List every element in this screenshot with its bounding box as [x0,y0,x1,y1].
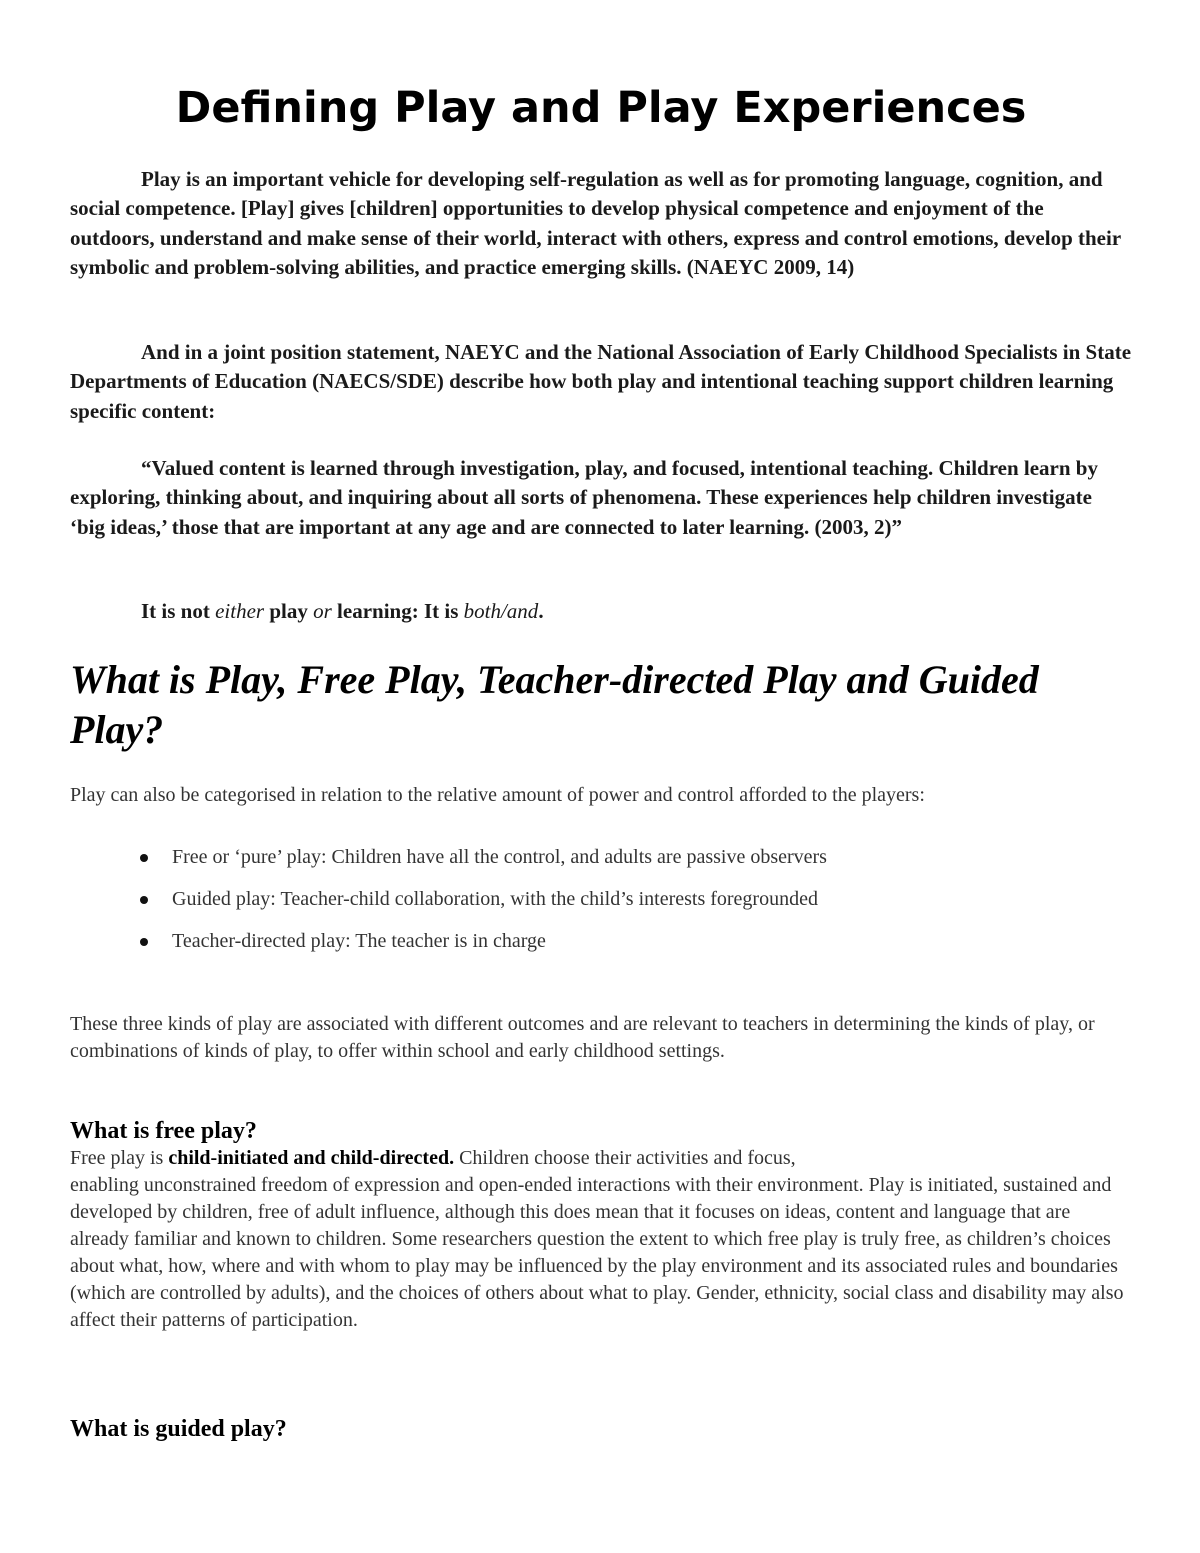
both-and-or: or [313,599,332,623]
list-item [132,928,827,970]
both-and-text-3: learning: It is [331,599,464,623]
both-and-text-2: play [264,599,314,623]
free-play-paragraph [70,1145,1132,1334]
outcomes-paragraph: These three kinds of play are associated with different outcomes and are relevant to teachers in determining the kinds of play, or combinations of kinds of play, to offer within school and early childhood settings. [70,1013,1095,1062]
categorisation-intro: Play can also be categorised in relation to the relative amount of power and control afforded to the players: [70,784,925,806]
bullet-icon [140,938,148,946]
valued-content-quote: “Valued content is learned through investigation, play, and focused, intentional teaching. Children learn by exploring, thinking about, and inquiring about all sorts of phenomena. These experiences help children investigate ‘big ideas,’ those that are important at any age and are connected to later learning. (2003, 2)” [70,456,1098,539]
free-play-line1-rest: Children choose their activities and focus, [454,1147,796,1169]
list-item-text: Guided play: Teacher-child collaboration, with the child’s interests foregrounded [172,888,818,910]
both-and-emphasis: both/and [463,599,539,623]
free-play-heading: What is free play? [70,1118,257,1144]
page-title: Defining Play and Play Experiences [175,83,1027,133]
section-heading-play-types: What is Play, Free Play, Teacher-directed Play and Guided Play? [70,657,1039,752]
free-play-bold-phrase: child-initiated and child-directed. [168,1147,455,1169]
both-and-either: either [215,599,265,623]
both-and-paragraph [70,597,1132,626]
bullet-icon [140,896,148,904]
play-types-list [132,844,827,970]
bullet-icon [140,854,148,862]
guided-play-heading: What is guided play? [70,1416,287,1442]
naeyc-quote-paragraph: Play is an important vehicle for developing self-regulation as well as for promoting language, cognition, and social competence. [Play] gives [children] opportunities to develop physical competence and enjoyment of the outdoors, understand and make sense of their world, interact with others, express and control emotions, develop their symbolic and problem-solving abilities, and practice emerging skills. (NAEYC 2009, 14) [70,167,1121,280]
joint-statement-paragraph: And in a joint position statement, NAEYC and the National Association of Early Childhood Specialists in State Departments of Education (NAECS/SDE) describe how both play and intentional teaching support children learning specific content: [70,340,1132,423]
list-item-text: Teacher-directed play: The teacher is in charge [172,930,546,952]
both-and-text-1: It is not [141,599,216,623]
free-play-lead: Free play is [70,1147,169,1169]
both-and-period: . [538,599,544,623]
list-item [132,886,827,928]
free-play-body: enabling unconstrained freedom of expression and open-ended interactions with their environment. Play is initiated, sustained and developed by children, free of adult influence, although this does mean that it focuses on ideas, content and language that are already familiar and known to children. Some researchers question the extent to which free play is truly free, as children’s choices about what, how, where and with whom to play may be influenced by the play environment and its associated rules and boundaries (which are controlled by adults), and the choices of others about what to play. Gender, ethnicity, social class and disability may also affect their patterns of participation. [70,1174,1124,1331]
list-item [132,844,827,886]
list-item-text: Free or ‘pure’ play: Children have all the control, and adults are passive observers [172,846,827,868]
